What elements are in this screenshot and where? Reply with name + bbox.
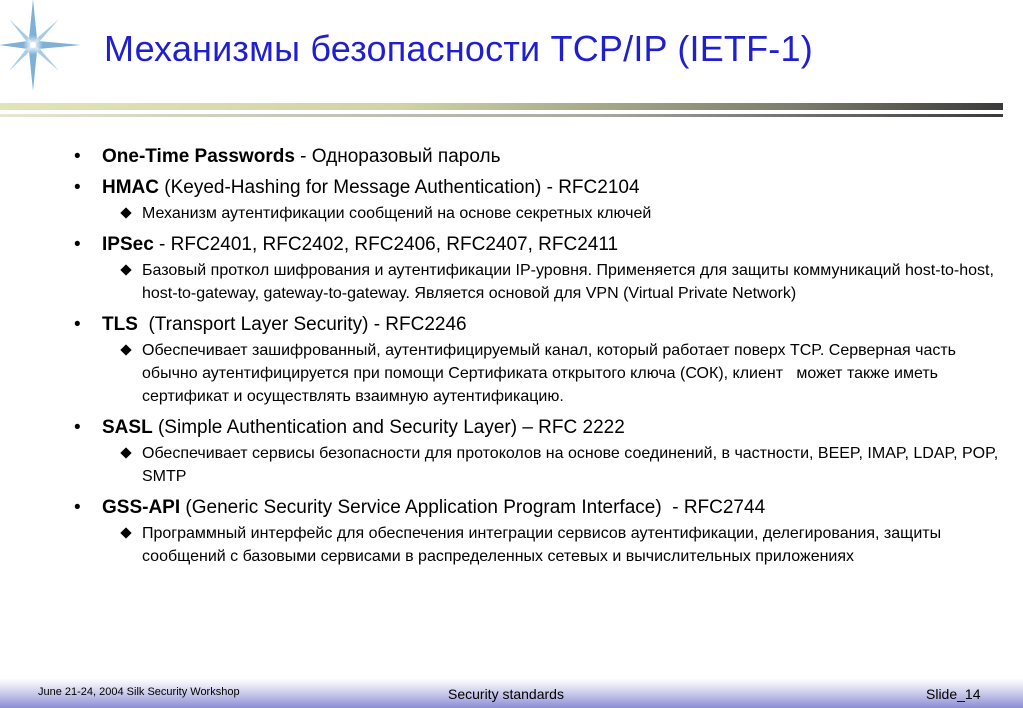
- sub-bullet-text: Обеспечивает зашифрованный, аутентифицируемый канал, который работает поверх TCP. Серверная часть обычно аутентифицируется при помощи Сертификата открытого ключа (СОК), клиент может также иметь сертификат и осуществлять взаимную аутентификацию.: [142, 342, 961, 405]
- sub-bullet-item: [74, 202, 1009, 225]
- bullet-list: [74, 146, 1004, 568]
- bullet-item: [74, 497, 1004, 519]
- bullet-dot-icon: •: [74, 146, 81, 167]
- bullet-text: (Generic Security Service Application Program Interface) - RFC2744: [180, 497, 766, 518]
- diamond-bullet-icon: [120, 527, 131, 538]
- slide-title: Механизмы безопасности TCP/IP (IETF-1): [104, 28, 813, 69]
- bullet-dot-icon: •: [74, 234, 81, 255]
- bullet-dot-icon: •: [74, 497, 81, 518]
- title-divider: [0, 103, 1003, 117]
- sub-bullet-item: [74, 339, 1009, 408]
- bullet-term: TLS: [102, 314, 138, 335]
- bullet-term: GSS-API: [102, 497, 181, 518]
- bullet-dot-icon: •: [74, 314, 81, 335]
- diamond-bullet-icon: [120, 447, 131, 458]
- footer-slide-number: Slide_14: [926, 686, 981, 702]
- bullet-text: - RFC2401, RFC2402, RFC2406, RFC2407, RFC2411: [153, 234, 619, 255]
- bullet-item: [74, 177, 1004, 199]
- sub-bullet-text: Программный интерфейс для обеспечения интеграции сервисов аутентификации, делегирования, защиты сообщений с базовыми сервисами в распределенных сетевых и вычислительных приложениях: [142, 525, 946, 565]
- bullet-text: (Simple Authentication and Security Layer) – RFC 2222: [152, 417, 625, 438]
- bullet-text: - Одноразовый пароль: [294, 146, 501, 167]
- bullet-item: [74, 417, 1004, 439]
- sub-bullet-item: [74, 442, 1009, 488]
- bullet-dot-icon: •: [74, 417, 81, 438]
- diamond-bullet-icon: [120, 344, 131, 355]
- bullet-text: (Transport Layer Security) - RFC2246: [137, 314, 467, 335]
- footer-topic: Security standards: [448, 686, 564, 702]
- sub-bullet-text: Механизм аутентификации сообщений на основе секретных ключей: [142, 205, 652, 222]
- bullet-item: [74, 234, 1004, 256]
- diamond-bullet-icon: [120, 207, 131, 218]
- bullet-dot-icon: •: [74, 177, 81, 198]
- bullet-text: (Keyed-Hashing for Message Authentication) - RFC2104: [159, 177, 640, 198]
- bullet-item: [74, 146, 1004, 168]
- bullet-item: [74, 314, 1004, 336]
- footer-event: June 21-24, 2004 Silk Security Workshop: [38, 686, 240, 698]
- sub-bullet-text: Базовый проткол шифрования и аутентификации IP-уровня. Применяется для защиты коммуникаций host-to-host, host-to-gateway, gateway-to-gateway. Является основой для VPN (Virtual Private Network): [142, 262, 999, 302]
- sub-bullet-item: [74, 522, 1009, 568]
- diamond-bullet-icon: [120, 264, 131, 275]
- star-burst-icon: [0, 0, 100, 100]
- bullet-term: SASL: [102, 417, 153, 438]
- bullet-term: IPSec: [102, 234, 154, 255]
- sub-bullet-item: [74, 259, 1009, 305]
- footer-bar: [0, 678, 1023, 708]
- sub-bullet-text: Обеспечивает сервисы безопасности для протоколов на основе соединений, в частности, BEEP, IMAP, LDAP, POP, SMTP: [142, 445, 1003, 485]
- bullet-term: One-Time Passwords: [102, 146, 295, 167]
- bullet-term: HMAC: [102, 177, 159, 198]
